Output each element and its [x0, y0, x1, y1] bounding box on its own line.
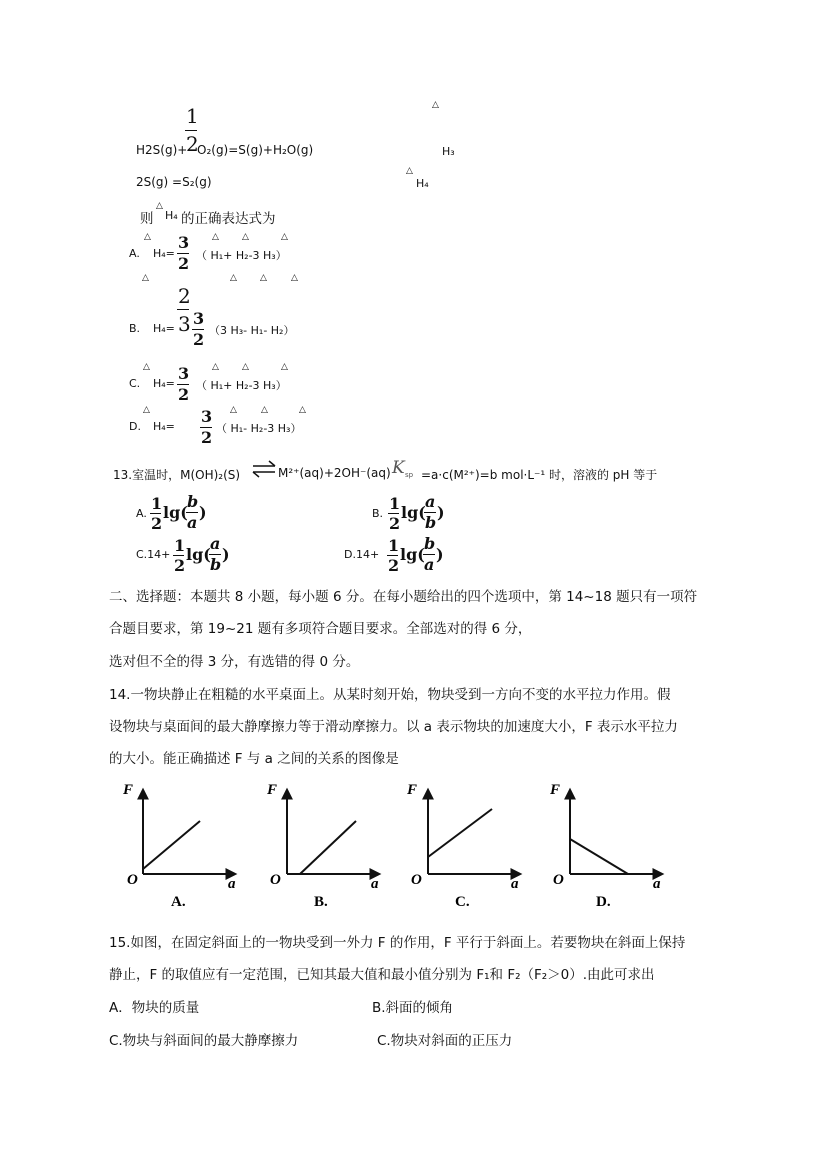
delta-icon: △ [281, 362, 288, 372]
option-label: B. [129, 322, 141, 335]
pre-denominator: 3 [178, 312, 191, 336]
eq-dh4: H₄ [416, 177, 429, 190]
q14-line3: 的大小。能正确描述 F 与 a 之间的关系的图像是 [109, 751, 399, 767]
delta-icon: △ [144, 232, 151, 242]
graph-d-line [570, 839, 628, 874]
graph-c-f: F [407, 782, 418, 798]
frac-numerator: 1 [186, 104, 199, 128]
delta-icon: △ [299, 405, 306, 415]
q15-line1: 15.如图，在固定斜面上的一物块受到一外力 F 的作用，F 平行于斜面上。若要物块在斜面上保持 [109, 935, 686, 951]
graph-a-o: O [127, 872, 138, 888]
option-expr: H₄= [153, 247, 175, 260]
q15-line2: 静止，F 的取值应有一定范围，已知其最大值和最小值分别为 F₁和 F₂（F₂＞0）.由此可求出 [109, 967, 655, 983]
question-dh4: H₄ [165, 209, 178, 222]
graph-d-o: O [553, 872, 564, 888]
lg-text: lg( [163, 503, 188, 522]
coef-denominator: 2 [193, 330, 205, 349]
half-num: 1 [389, 494, 401, 513]
ratio-den: b [425, 513, 437, 532]
option-label: B. [372, 507, 384, 520]
close-paren: ) [436, 545, 444, 564]
half-num: 1 [388, 536, 400, 555]
delta-icon: △ [143, 362, 150, 372]
frac-bar [185, 130, 197, 131]
eq-dh3: H₃ [442, 145, 455, 158]
eq-line2: 2S(g) =S₂(g) [136, 175, 212, 189]
graph-a-line [143, 821, 200, 869]
equilibrium-arrow-icon [251, 460, 277, 478]
option-label: C. [129, 377, 141, 390]
delta-icon: △ [143, 405, 150, 415]
graph-a-f: F [123, 782, 134, 798]
delta-icon: △ [212, 232, 219, 242]
delta-icon: △ [281, 232, 288, 242]
graph-b-f: F [267, 782, 278, 798]
option-label: A. [129, 247, 140, 260]
half-den: 2 [174, 556, 186, 575]
delta-icon: △ [291, 273, 298, 283]
ratio-den: b [210, 555, 222, 574]
graph-d-f: F [550, 782, 561, 798]
graph-d [549, 782, 662, 910]
half-den: 2 [388, 556, 400, 575]
lg-text: lg( [401, 503, 426, 522]
delta-icon: △ [432, 100, 439, 110]
q15-option-d: C.物块对斜面的正压力 [377, 1033, 513, 1049]
question-prefix: 则 [140, 211, 154, 227]
fa-graphs [115, 778, 685, 913]
delta-icon: △ [230, 273, 237, 283]
pre-numerator: 2 [178, 284, 191, 308]
option-label: D. [129, 420, 141, 433]
eq-line1-right: O₂(g)=S(g)+H₂O(g) [197, 143, 314, 157]
delta-icon: △ [142, 273, 149, 283]
option-terms: （ H₁+ H₂-3 H₃） [196, 379, 287, 392]
option-terms: （ H₁+ H₂-3 H₃） [196, 249, 287, 262]
graph-d-label: D. [596, 894, 611, 910]
q13-stem-c: =a·c(M²⁺)=b mol·L⁻¹ 时，溶液的 pH 等于 [421, 468, 658, 482]
option-expr: H₄= [153, 420, 175, 433]
option-terms: （3 H₃- H₁- H₂） [209, 324, 295, 337]
graph-d-a: a [653, 876, 661, 892]
option-label: D.14+ [344, 548, 380, 561]
option-label: A. [136, 507, 147, 520]
close-paren: ) [437, 503, 445, 522]
ratio-num: b [187, 492, 199, 511]
delta-icon: △ [242, 232, 249, 242]
frac-denominator: 2 [186, 132, 199, 156]
graph-c-o: O [411, 872, 422, 888]
graph-a-a: a [228, 876, 236, 892]
graph-b [266, 782, 379, 910]
half-den: 2 [389, 514, 401, 533]
option-label: C.14+ [136, 548, 171, 561]
close-paren: ) [222, 545, 230, 564]
ratio-num: a [210, 534, 221, 553]
half-num: 1 [151, 494, 163, 513]
q13-stem-a: 13.室温时，M(OH)₂(S) [113, 468, 241, 482]
half-den: 2 [151, 514, 163, 533]
coef-numerator: 3 [201, 407, 213, 426]
q13-stem-b: M²⁺(aq)+2OH⁻(aq) [278, 466, 391, 480]
delta-icon: △ [156, 201, 163, 211]
lg-text: lg( [400, 545, 425, 564]
close-paren: ) [199, 503, 207, 522]
graph-c [406, 782, 520, 910]
graph-b-o: O [270, 872, 281, 888]
ksp-symbol: K [392, 458, 405, 478]
ratio-den: a [424, 555, 435, 574]
lg-text: lg( [186, 545, 211, 564]
graph-c-line [428, 809, 492, 857]
ratio-num: b [424, 534, 436, 553]
ratio-den: a [187, 513, 198, 532]
graph-b-a: a [371, 876, 379, 892]
q15-option-b: B.斜面的倾角 [372, 1000, 454, 1016]
coef-numerator: 3 [178, 364, 190, 383]
half-num: 1 [174, 536, 186, 555]
coef-denominator: 2 [178, 254, 190, 273]
delta-icon: △ [212, 362, 219, 372]
graph-b-label: B. [314, 894, 328, 910]
section2-line2: 合题目要求，第 19~21 题有多项符合题目要求。全部选对的得 6 分， [109, 621, 532, 637]
option-expr: H₄= [153, 377, 175, 390]
option-expr: H₄= [153, 322, 175, 335]
q14-line2: 设物块与桌面间的最大静摩擦力等于滑动摩擦力。以 a 表示物块的加速度大小，F 表示水平拉力 [109, 719, 678, 735]
option-terms: （ H₁- H₂-3 H₃） [216, 422, 302, 435]
coef-denominator: 2 [201, 428, 213, 447]
graph-b-line [300, 821, 356, 874]
graph-c-a: a [511, 876, 519, 892]
coef-numerator: 3 [193, 309, 205, 328]
delta-icon: △ [242, 362, 249, 372]
coef-denominator: 2 [178, 385, 190, 404]
graph-a-label: A. [171, 894, 186, 910]
eq-line1-left: H2S(g)+ [136, 143, 188, 157]
ksp-subscript: sp [405, 471, 414, 479]
pre-bar [177, 309, 189, 310]
delta-icon: △ [260, 273, 267, 283]
delta-icon: △ [230, 405, 237, 415]
graph-a [122, 782, 236, 910]
question-text: 的正确表达式为 [181, 211, 276, 227]
q15-option-a: A．物块的质量 [109, 1000, 200, 1016]
delta-icon: △ [261, 405, 268, 415]
graph-c-label: C. [455, 894, 470, 910]
delta-icon: △ [406, 166, 413, 176]
coef-numerator: 3 [178, 233, 190, 252]
q14-line1: 14.一物块静止在粗糙的水平桌面上。从某时刻开始，物块受到一方向不变的水平拉力作用。假 [109, 687, 671, 703]
ratio-num: a [425, 492, 436, 511]
section2-line3: 选对但不全的得 3 分，有选错的得 0 分。 [109, 654, 360, 670]
q15-option-c: C.物块与斜面间的最大静摩擦力 [109, 1033, 299, 1049]
section2-line1: 二、选择题：本题共 8 小题，每小题 6 分。在每小题给出的四个选项中，第 14~18 题只有一项符 [109, 589, 698, 605]
